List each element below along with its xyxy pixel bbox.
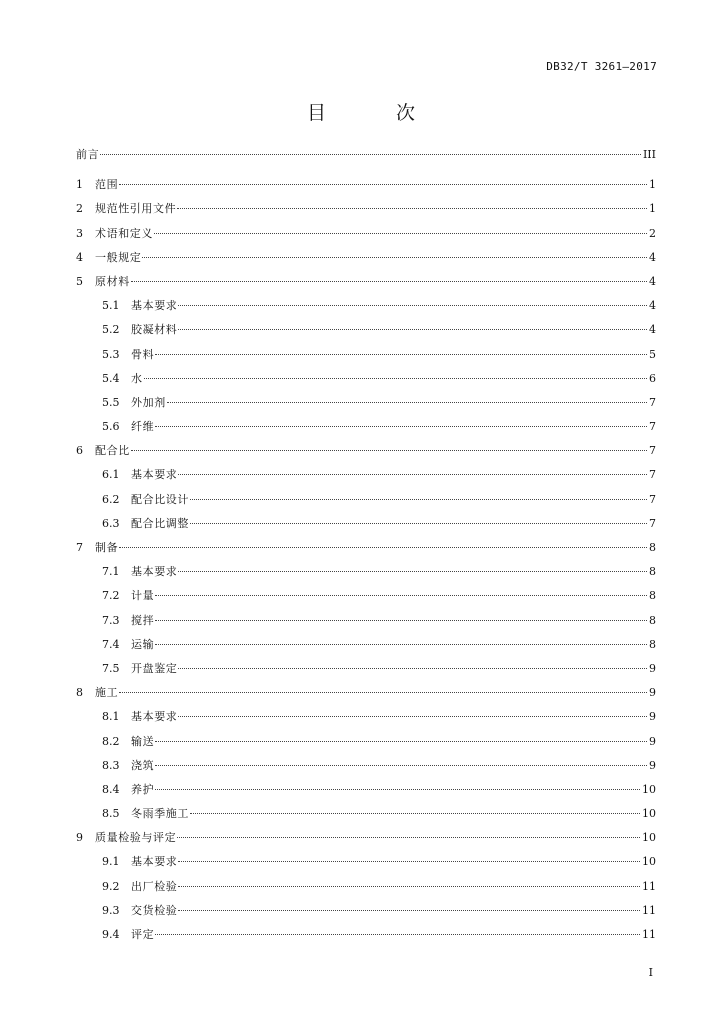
toc-entry-page: 8	[649, 565, 656, 579]
dot-leader	[155, 595, 647, 596]
toc-entry-number: 7.3	[102, 613, 120, 627]
toc-entry-number: 5.4	[102, 371, 120, 385]
dot-leader	[119, 547, 647, 548]
page-number: I	[648, 966, 653, 979]
toc-entry[interactable]	[76, 294, 656, 318]
toc-entry[interactable]	[76, 270, 656, 294]
toc-entry[interactable]	[76, 222, 656, 246]
document-code: DB32/T 3261—2017	[546, 60, 657, 73]
toc-entry-number: 8.4	[102, 782, 120, 796]
toc-entry[interactable]	[76, 681, 656, 705]
dot-leader	[167, 402, 647, 403]
toc-entry-page: 9	[649, 686, 656, 700]
toc-entry-page: 4	[649, 250, 656, 264]
toc-entry-page: 9	[649, 710, 656, 724]
toc-entry-page: 5	[649, 347, 656, 361]
toc-entry[interactable]	[76, 197, 656, 221]
toc-entry-title: 制备	[95, 541, 119, 554]
toc-entry-number: 5.2	[102, 323, 120, 337]
dot-leader	[142, 257, 647, 258]
toc-entry-page: 7	[649, 395, 656, 409]
toc-entry-number: 7.1	[102, 565, 120, 579]
toc-entry-number: 8.1	[102, 710, 120, 724]
toc-entry-page: 7	[649, 516, 656, 530]
dot-leader	[190, 499, 647, 500]
toc-entry[interactable]	[76, 875, 656, 899]
dot-leader	[178, 910, 640, 911]
toc-entry-number: 6	[76, 444, 83, 458]
dot-leader	[178, 668, 647, 669]
toc-entry-number: 8.2	[102, 734, 120, 748]
toc-entry-title: 施工	[95, 686, 119, 700]
toc-entry-title: 开盘鉴定	[131, 661, 178, 675]
dot-leader	[131, 281, 647, 282]
dot-leader	[178, 861, 640, 862]
toc-entry-page: 9	[649, 758, 656, 772]
toc-entry-page: 9	[649, 734, 656, 748]
toc-entry-title: 基本要求	[131, 565, 178, 579]
toc-entry-number: 4	[76, 250, 83, 264]
toc-entry-number: 5.1	[102, 299, 120, 313]
toc-entry-number: 9.2	[102, 879, 120, 893]
toc-entry[interactable]	[76, 512, 656, 536]
toc-entry-title: 运输	[131, 637, 155, 651]
toc-entry[interactable]	[76, 463, 656, 487]
dot-leader	[190, 813, 640, 814]
toc-entry-title: 出厂检验	[131, 879, 178, 893]
dot-leader	[155, 789, 640, 790]
toc-entry-title: 基本要求	[131, 468, 178, 482]
toc-entry-title: 前言	[76, 148, 100, 161]
dot-leader	[119, 184, 647, 185]
dot-leader	[155, 765, 647, 766]
dot-leader	[177, 208, 647, 209]
toc-entry-title: 骨料	[131, 347, 155, 361]
toc-entry-page: 7	[649, 444, 656, 458]
toc-entry-page: 11	[642, 928, 656, 941]
toc-entry-title: 基本要求	[131, 855, 178, 869]
toc-entry-title: 术语和定义	[95, 226, 153, 240]
toc-entry[interactable]	[76, 488, 656, 512]
toc-entry-number: 8.5	[102, 807, 120, 821]
toc-entry-number: 6.3	[102, 516, 120, 530]
toc-entry-page: 4	[649, 299, 656, 313]
toc-entry-title: 配合比调整	[131, 516, 189, 530]
toc-entry-title: 交货检验	[131, 903, 178, 917]
toc-entry-page: 10	[642, 807, 656, 821]
dot-leader	[178, 716, 647, 717]
toc-entry[interactable]	[76, 850, 656, 874]
toc-entry[interactable]	[76, 657, 656, 681]
toc-entry-page: 7	[649, 492, 656, 506]
toc-entry-number: 6.2	[102, 492, 120, 506]
toc-entry-number: 7.4	[102, 637, 120, 651]
toc-entry[interactable]	[76, 778, 656, 802]
toc-entry-title: 外加剂	[131, 395, 166, 409]
toc-entry[interactable]	[76, 609, 656, 633]
dot-leader	[155, 620, 647, 621]
toc-entry-page: 10	[642, 831, 656, 845]
toc-entry-number: 7.2	[102, 589, 120, 603]
toc-entry-page: 4	[649, 274, 656, 288]
toc-entry[interactable]	[76, 754, 656, 778]
toc-entry-title: 水	[131, 371, 143, 385]
toc-entry-number: 8.3	[102, 758, 120, 772]
dot-leader	[155, 934, 640, 935]
toc-entry[interactable]	[76, 802, 656, 826]
toc-entry[interactable]	[76, 439, 656, 463]
dot-leader	[100, 154, 641, 155]
dot-leader	[177, 837, 640, 838]
toc-entry[interactable]	[76, 246, 656, 270]
toc-entry-number: 5.6	[102, 420, 120, 434]
toc-entry-number: 8	[76, 686, 83, 700]
toc-entry[interactable]	[76, 391, 656, 415]
dot-leader	[119, 692, 647, 693]
toc-entry-title: 纤维	[131, 420, 155, 434]
toc-entry[interactable]	[76, 318, 656, 342]
dot-leader	[178, 474, 647, 475]
toc-entry-number: 3	[76, 226, 83, 240]
toc-entry[interactable]	[76, 923, 656, 947]
toc-entry-title: 基本要求	[131, 299, 178, 313]
toc-entry-number: 2	[76, 202, 83, 216]
dot-leader	[155, 644, 647, 645]
dot-leader	[178, 305, 647, 306]
toc-entry-title: 冬雨季施工	[131, 807, 189, 821]
toc-entry-page: 6	[649, 371, 656, 385]
toc-entry[interactable]	[76, 826, 656, 850]
toc-entry-page: 11	[642, 903, 656, 917]
toc-entry-page: 7	[649, 420, 656, 434]
dot-leader	[178, 329, 647, 330]
dot-leader	[154, 233, 647, 234]
toc-entry-page: III	[642, 148, 656, 161]
toc-entry-number: 9.3	[102, 903, 120, 917]
dot-leader	[144, 378, 647, 379]
toc-entry-page: 1	[649, 178, 656, 192]
toc-entry[interactable]	[76, 633, 656, 657]
toc-entry-title: 计量	[131, 589, 155, 603]
toc-entry-title: 搅拌	[131, 613, 155, 627]
toc-entry-number: 9.1	[102, 855, 120, 869]
toc-entry-page: 7	[649, 468, 656, 482]
toc-entry-number: 5.3	[102, 347, 120, 361]
toc-entry-title: 原材料	[95, 274, 130, 288]
toc-entry-number: 9	[76, 831, 83, 845]
dot-leader	[178, 571, 647, 572]
dot-leader	[131, 450, 647, 451]
toc-entry-number: 7	[76, 541, 83, 554]
toc-entry-number: 1	[76, 178, 83, 192]
toc-entry-title: 质量检验与评定	[95, 831, 177, 845]
toc-entry-page: 1	[649, 202, 656, 216]
toc-entry-title: 评定	[131, 928, 155, 941]
toc-entry-number: 5	[76, 274, 83, 288]
toc-entry-page: 9	[649, 661, 656, 675]
toc-entry-number: 5.5	[102, 395, 120, 409]
toc-entry-page: 4	[649, 323, 656, 337]
toc-entry-title: 配合比设计	[131, 492, 189, 506]
toc-entry-page: 8	[649, 589, 656, 603]
toc-entry-number: 9.4	[102, 928, 120, 941]
toc-entry-page: 8	[649, 637, 656, 651]
toc-entry[interactable]	[76, 173, 656, 197]
toc-entry[interactable]	[76, 705, 656, 729]
toc-entry-title: 胶凝材料	[131, 323, 178, 337]
toc-entry[interactable]	[76, 730, 656, 754]
toc-entry[interactable]	[76, 343, 656, 367]
toc-entry-title: 基本要求	[131, 710, 178, 724]
toc-entry[interactable]	[76, 899, 656, 923]
table-of-contents	[76, 143, 656, 947]
toc-entry-title: 养护	[131, 782, 155, 796]
toc-entry[interactable]	[76, 143, 656, 167]
toc-title: 目 次	[306, 102, 448, 124]
dot-leader	[155, 741, 647, 742]
toc-entry-page: 8	[649, 613, 656, 627]
toc-entry-number: 6.1	[102, 468, 120, 482]
toc-entry-page: 2	[649, 226, 656, 240]
toc-entry[interactable]	[76, 367, 656, 391]
toc-entry-page: 11	[642, 879, 656, 893]
dot-leader	[155, 426, 647, 427]
toc-entry-page: 8	[649, 541, 656, 554]
toc-entry-title: 浇筑	[131, 758, 155, 772]
toc-entry-title: 配合比	[95, 444, 130, 458]
toc-entry-title: 一般规定	[95, 250, 142, 264]
toc-entry[interactable]	[76, 584, 656, 608]
toc-entry-title: 输送	[131, 734, 155, 748]
toc-entry-title: 范围	[95, 178, 119, 192]
dot-leader	[178, 886, 640, 887]
toc-entry-page: 10	[642, 855, 656, 869]
toc-entry-title: 规范性引用文件	[95, 202, 177, 216]
dot-leader	[190, 523, 647, 524]
toc-entry[interactable]	[76, 536, 656, 560]
toc-entry[interactable]	[76, 415, 656, 439]
dot-leader	[155, 354, 647, 355]
toc-entry-page: 10	[642, 782, 656, 796]
toc-entry-number: 7.5	[102, 661, 120, 675]
toc-entry[interactable]	[76, 560, 656, 584]
